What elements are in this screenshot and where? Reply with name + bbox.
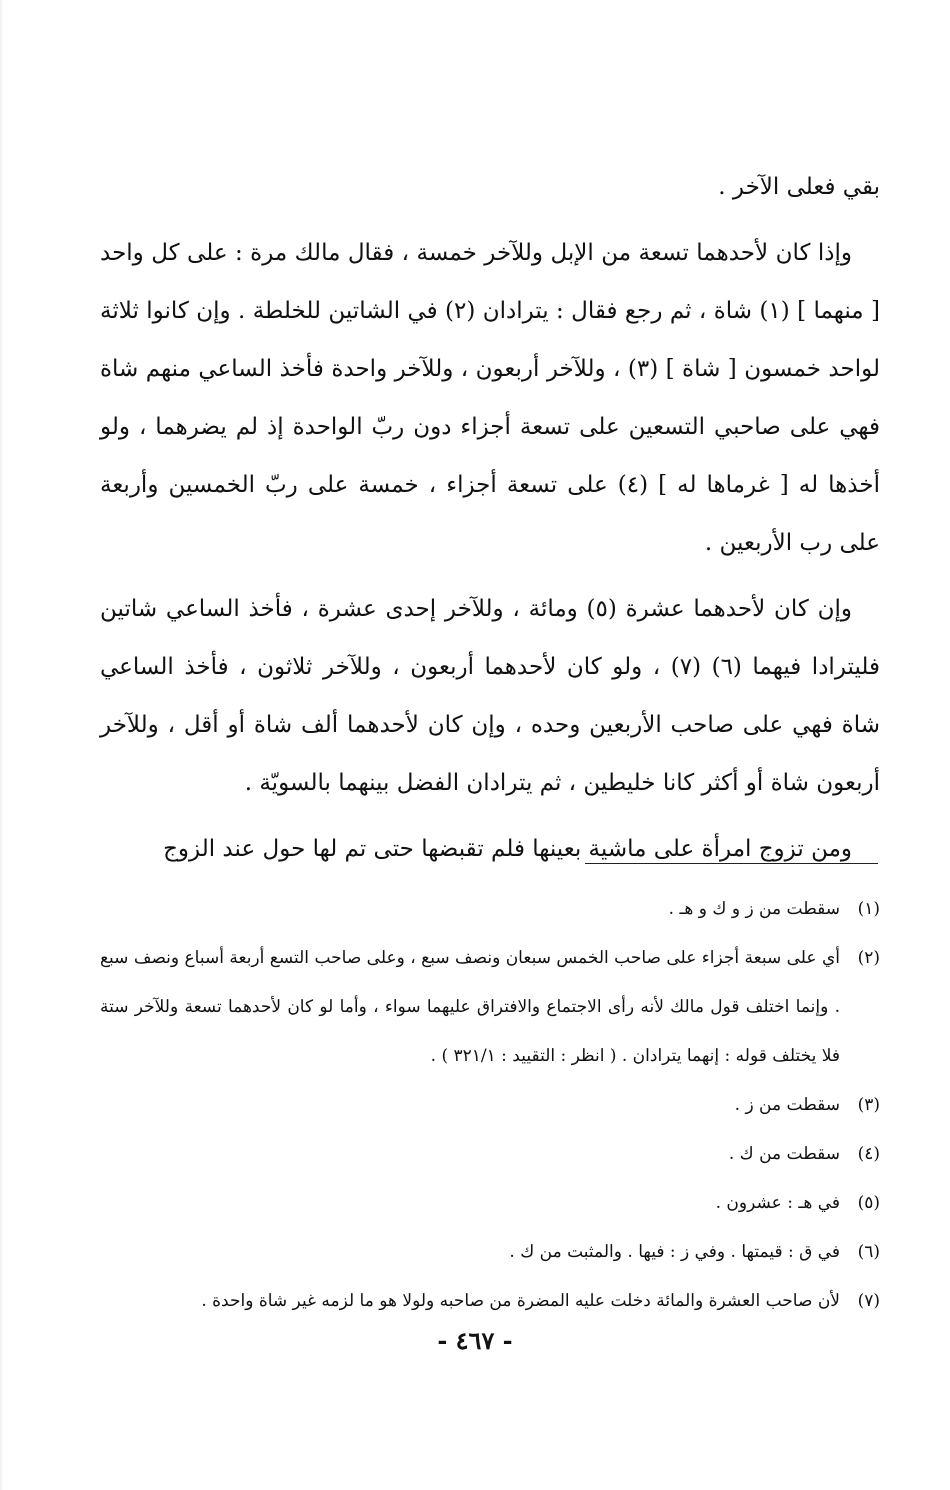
paragraph-2: وإذا كان لأحدهما تسعة من الإبل وللآخر خمسة ، فقال مالك مرة : على كل واحد [ منهما ] (١) شاة ، ثم رجع فقال : يترادان (٢) في الشاتين للخلطة . وإن كانوا ثلاثة لواحد خمسون [ شاة ] (٣) ، وللآخر أربعون ، وللآخر واحدة فأخذ الساعي منهم شاة فهي على صاحبي التسعين على تسعة أجزاء دون ربّ الواحدة إذ لم يضرهما ، ولو أخذها له [ غرماها له ] (٤) على تسعة أجزاء ، خمسة على ربّ الخمسين وأربعة على رب الأربعين . — [100, 240, 881, 556]
footnote-number: (٥) — [857, 1193, 880, 1213]
paragraph-1: بقي فعلى الآخر . — [718, 174, 880, 200]
footnote-number: (٣) — [857, 1095, 880, 1115]
footnote-1 — [100, 885, 880, 934]
footnote-text: سقطت من ز و ك و هـ . — [668, 899, 840, 919]
main-text — [100, 158, 880, 886]
footnote-text: في ق : قيمتها . وفي ز : فيها . والمثبت من ك . — [509, 1242, 840, 1262]
paragraph-3: وإن كان لأحدهما عشرة (٥) ومائة ، وللآخر إحدى عشرة ، فأخذ الساعي شاتين فليترادا فيهما (٦) (٧) ، ولو كان لأحدهما أربعون ، وللآخر ثلاثون ، فأخذ الساعي شاة فهي على صاحب الأربعين وحده ، وإن كان لأحدهما ألف شاة أو أقل ، وللآخر أربعون شاة أو أكثر كانا خليطين ، ثم يترادان الفضل بينهما بالسويّة . — [100, 596, 881, 796]
footnote-text: في هـ : عشرون . — [715, 1193, 840, 1213]
footnote-4 — [100, 1130, 880, 1179]
footnote-number: (٧) — [857, 1291, 880, 1311]
footnote-number: (٦) — [857, 1242, 880, 1262]
footnote-separator — [585, 863, 878, 864]
footnote-text: سقطت من ز . — [734, 1095, 840, 1115]
footnote-3 — [100, 1081, 880, 1130]
footnote-6 — [100, 1228, 880, 1277]
footnote-text: أي على سبعة أجزاء على صاحب الخمس سبعان ونصف سبع ، وعلى صاحب التسع أربعة أسباع ونصف سبع . وإنما اختلف قول مالك لأنه رأى الاجتماع والافتراق عليهما سواء ، وأما لو كان لأحدهما تسعة وللآخر ستة فلا يختلف قوله : إنهما يترادان . ( انظر : التقييد : ٣٢١/١ ) . — [100, 948, 840, 1066]
footnote-number: (٤) — [857, 1144, 880, 1164]
scan-edge — [0, 0, 3, 1490]
footnote-7 — [100, 1277, 880, 1326]
footnote-5 — [100, 1179, 880, 1228]
paragraph-4: ومن تزوج امرأة على ماشية بعينها فلم تقبضها حتى تم لها حول عند الزوج — [163, 836, 852, 862]
footnote-2 — [100, 934, 880, 1081]
footnote-number: (١) — [857, 899, 880, 919]
page-number: - ٤٦٧ - — [437, 1326, 513, 1355]
footnote-number: (٢) — [857, 948, 880, 968]
footnote-text: سقطت من ك . — [728, 1144, 840, 1164]
footnote-text: لأن صاحب العشرة والمائة دخلت عليه المضرة من صاحبه ولولا هو ما لزمه غير شاة واحدة . — [201, 1291, 840, 1311]
footnotes — [100, 885, 880, 1326]
